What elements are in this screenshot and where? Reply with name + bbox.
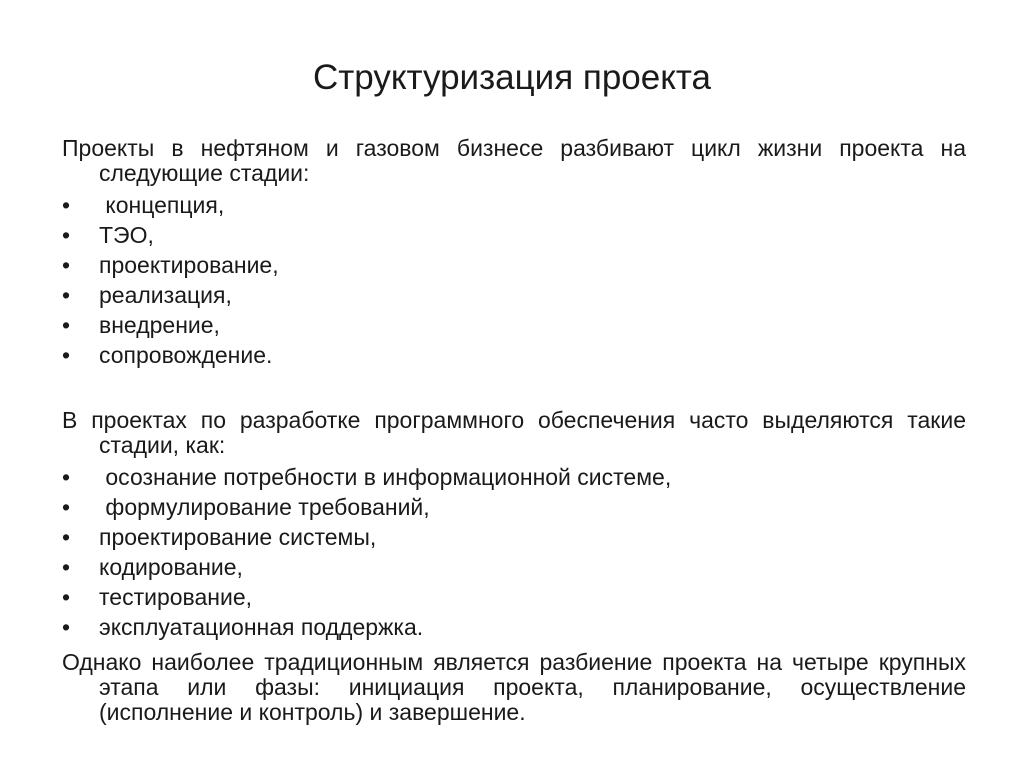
bullet-list xyxy=(62,190,966,370)
bullet: • xyxy=(62,312,71,338)
bullet: • xyxy=(62,554,71,580)
bullet: • xyxy=(62,222,71,248)
list-item xyxy=(62,340,966,370)
list-item xyxy=(62,280,966,310)
list-item-text: эксплуатационная поддержка. xyxy=(99,614,424,640)
list-item-text: внедрение, xyxy=(99,312,220,338)
section-intro: Проекты в нефтяном и газовом бизнесе разбивают цикл жизни проекта на следующие стадии: xyxy=(62,135,966,186)
list-item xyxy=(62,582,966,612)
list-item-text: тестирование, xyxy=(99,584,253,610)
list-item xyxy=(62,310,966,340)
list-item xyxy=(62,522,966,552)
bullet: • xyxy=(62,524,71,550)
bullet: • xyxy=(62,464,71,490)
list-item-text: осознание потребности в информационной системе, xyxy=(99,464,672,490)
list-item-text: концепция, xyxy=(99,192,225,218)
page-title: Структуризация проекта xyxy=(312,58,712,97)
bullet: • xyxy=(62,584,71,610)
list-item-text: формулирование требований, xyxy=(99,494,430,520)
bullet-list xyxy=(62,462,966,642)
list-item xyxy=(62,462,966,492)
list-item xyxy=(62,250,966,280)
conclusion xyxy=(62,650,966,725)
bullet: • xyxy=(62,282,71,308)
section-intro: В проектах по разработке программного обеспечения часто выделяются такие стадии, как: xyxy=(62,407,966,458)
bullet: • xyxy=(62,192,71,218)
list-item xyxy=(62,552,966,582)
section-oil-gas xyxy=(62,136,966,370)
bullet: • xyxy=(62,252,71,278)
list-item-text: проектирование, xyxy=(99,252,279,278)
list-item xyxy=(62,492,966,522)
list-item xyxy=(62,190,966,220)
section-software xyxy=(62,408,966,642)
list-item-text: сопровождение. xyxy=(99,342,273,368)
list-item xyxy=(62,612,966,642)
list-item-text: реализация, xyxy=(99,282,232,308)
conclusion-text: Однако наиболее традиционным является разбиение проекта на четыре крупных этапа или фазы: инициация проекта, планирование, осуществление (исполнение и контроль) и завершение. xyxy=(62,649,966,725)
bullet: • xyxy=(62,342,71,368)
bullet: • xyxy=(62,614,71,640)
bullet: • xyxy=(62,494,71,520)
list-item-text: кодирование, xyxy=(99,554,243,580)
list-item-text: проектирование системы, xyxy=(99,524,377,550)
list-item xyxy=(62,220,966,250)
list-item-text: ТЭО, xyxy=(99,222,154,248)
